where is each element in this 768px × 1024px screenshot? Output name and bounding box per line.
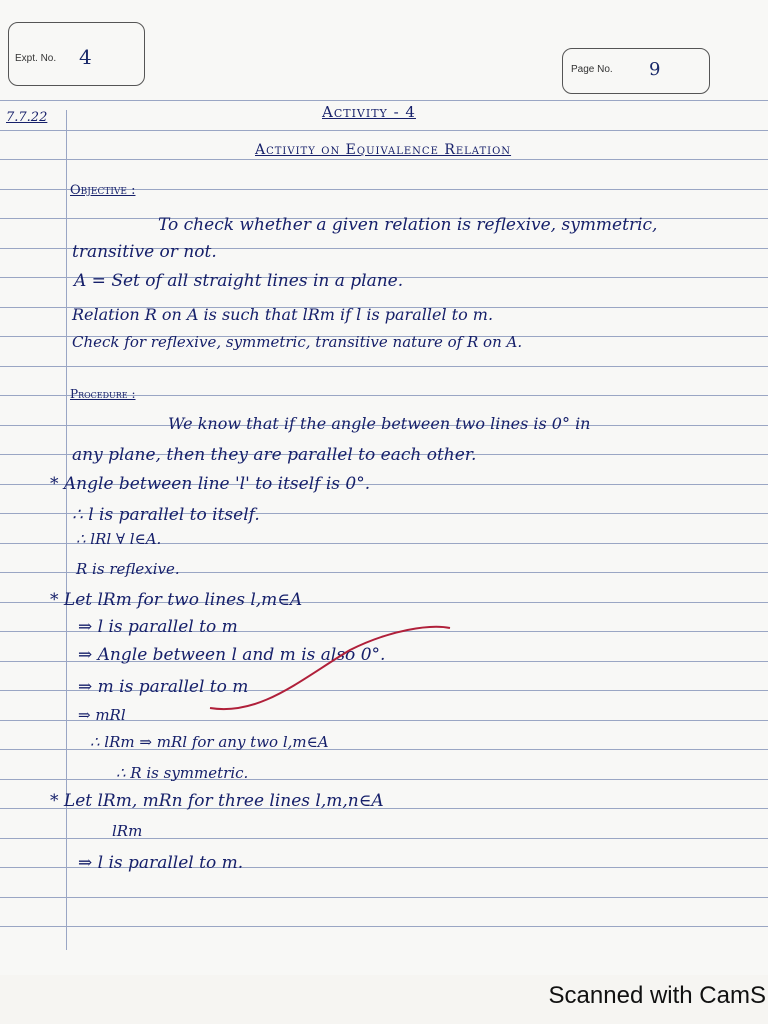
objective-line: Check for reflexive, symmetric, transitive nature of R on A. bbox=[72, 333, 523, 351]
procedure-line: lRm bbox=[112, 822, 143, 840]
procedure-line: any plane, then they are parallel to each other. bbox=[72, 445, 477, 465]
objective-heading: Objective : bbox=[70, 183, 136, 198]
expt-no-value: 4 bbox=[79, 45, 92, 69]
ruled-line bbox=[0, 130, 768, 131]
expt-no-box bbox=[8, 22, 145, 86]
objective-line: A = Set of all straight lines in a plane. bbox=[74, 271, 404, 291]
objective-line: transitive or not. bbox=[72, 242, 217, 262]
procedure-line: ∴ lRl ∀ l∈A. bbox=[76, 530, 162, 548]
margin-line bbox=[66, 110, 67, 950]
correction-mark bbox=[200, 620, 460, 720]
ruled-line bbox=[0, 926, 768, 927]
date: 7.7.22 bbox=[6, 110, 48, 125]
page-no-box bbox=[562, 48, 710, 94]
ruled-line bbox=[0, 366, 768, 367]
objective-line: Relation R on A is such that lRm if l is parallel to m. bbox=[72, 305, 494, 324]
page-title: Activity - 4 bbox=[322, 103, 416, 121]
ruled-line bbox=[0, 159, 768, 160]
procedure-line: * Let lRm, mRn for three lines l,m,n∈A bbox=[50, 791, 384, 811]
procedure-line: ∴ lRm ⇒ mRl for any two l,m∈A bbox=[90, 733, 329, 751]
page-no-label: Page No. bbox=[571, 64, 613, 75]
ruled-line bbox=[0, 897, 768, 898]
objective-line: To check whether a given relation is reflexive, symmetric, bbox=[158, 215, 658, 235]
procedure-line: ⇒ l is parallel to m bbox=[78, 617, 238, 637]
page-no-value: 9 bbox=[649, 59, 661, 80]
procedure-line: ⇒ Angle between l and m is also 0°. bbox=[78, 645, 386, 665]
procedure-line: ⇒ m is parallel to m bbox=[78, 677, 249, 697]
procedure-line: We know that if the angle between two lines is 0° in bbox=[168, 414, 591, 433]
expt-no-label: Expt. No. bbox=[15, 53, 57, 64]
procedure-line: ⇒ mRl bbox=[78, 706, 126, 724]
procedure-line: * Angle between line 'l' to itself is 0°. bbox=[50, 474, 371, 494]
procedure-line: R is reflexive. bbox=[76, 560, 180, 578]
page-subtitle: Activity on Equivalence Relation bbox=[255, 142, 512, 158]
procedure-line: * Let lRm for two lines l,m∈A bbox=[50, 590, 303, 610]
procedure-line: ⇒ l is parallel to m. bbox=[78, 853, 244, 873]
procedure-line: ∴ l is parallel to itself. bbox=[72, 505, 260, 525]
procedure-line: ∴ R is symmetric. bbox=[116, 764, 249, 782]
scanner-watermark: Scanned with CamS bbox=[548, 982, 766, 1009]
procedure-heading: Procedure : bbox=[70, 387, 136, 401]
ruled-line bbox=[0, 100, 768, 101]
